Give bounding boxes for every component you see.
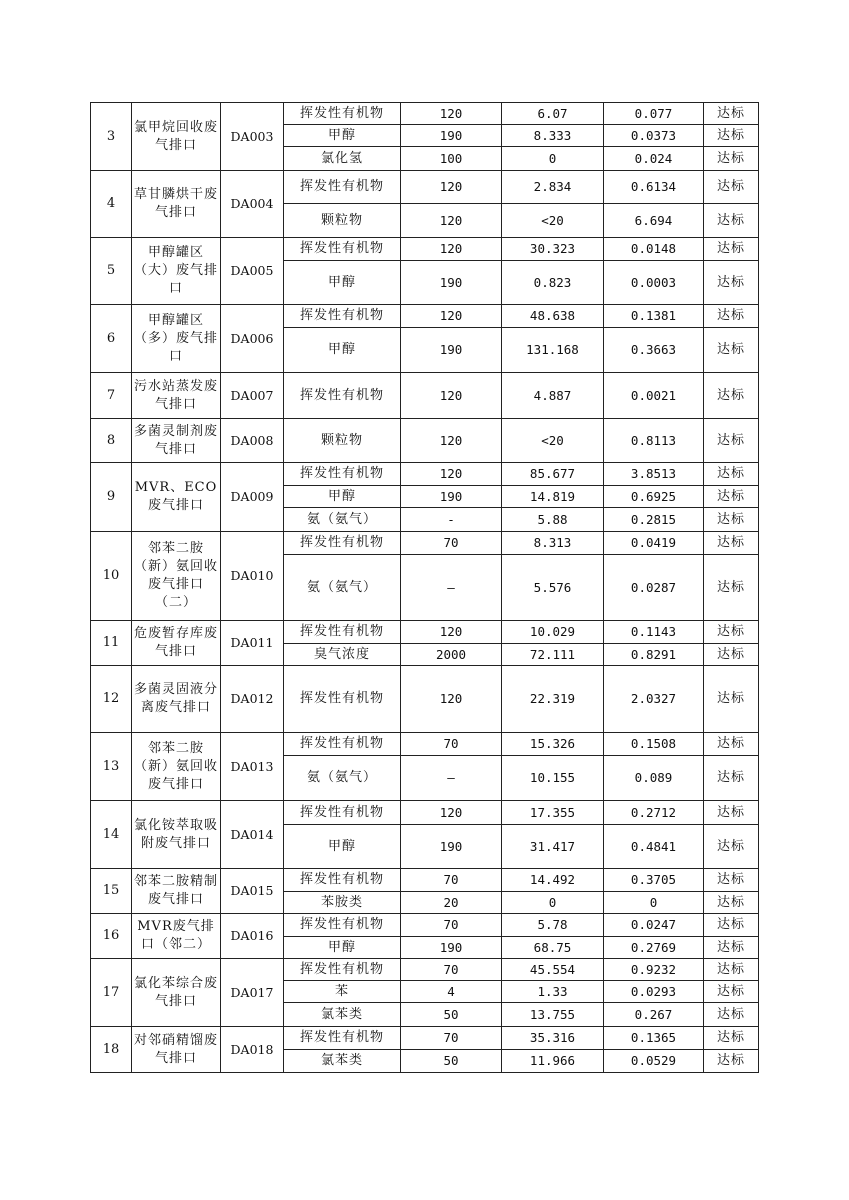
concentration-cell: 85.677 — [502, 463, 604, 486]
outlet-number-cell: 8 — [91, 419, 132, 463]
limit-cell: 70 — [401, 532, 502, 555]
emission-rate-cell: 0.1508 — [604, 733, 704, 756]
emission-rate-cell: 0.3705 — [604, 869, 704, 892]
concentration-cell: 31.417 — [502, 825, 604, 869]
pollutant-cell: 氨（氨气） — [284, 508, 401, 532]
limit-cell: 120 — [401, 373, 502, 419]
emission-rate-cell: 2.0327 — [604, 666, 704, 733]
limit-cell: 70 — [401, 733, 502, 756]
limit-cell: 120 — [401, 204, 502, 238]
concentration-cell: 15.326 — [502, 733, 604, 756]
table-row — [91, 959, 759, 981]
outlet-name-cell: 邻苯二胺精制废气排口 — [132, 869, 221, 914]
table-row — [91, 801, 759, 825]
pollutant-cell: 氨（氨气） — [284, 555, 401, 621]
pollutant-cell: 颗粒物 — [284, 419, 401, 463]
compliance-result-cell: 达标 — [704, 147, 759, 171]
concentration-cell: 8.313 — [502, 532, 604, 555]
concentration-cell: 8.333 — [502, 125, 604, 147]
emission-rate-cell: 0.267 — [604, 1003, 704, 1027]
compliance-result-cell: 达标 — [704, 621, 759, 644]
compliance-result-cell: 达标 — [704, 261, 759, 305]
pollutant-cell: 挥发性有机物 — [284, 238, 401, 261]
outlet-name-cell: 氯化铵萃取吸附废气排口 — [132, 801, 221, 869]
pollutant-cell: 甲醇 — [284, 261, 401, 305]
compliance-result-cell: 达标 — [704, 1027, 759, 1050]
table-row — [91, 373, 759, 419]
table-row — [91, 238, 759, 261]
limit-cell: 120 — [401, 305, 502, 328]
emission-rate-cell: 0.8291 — [604, 644, 704, 666]
outlet-code-cell: DA018 — [221, 1027, 284, 1073]
outlet-code-cell: DA011 — [221, 621, 284, 666]
concentration-cell: 14.819 — [502, 486, 604, 508]
concentration-cell: 22.319 — [502, 666, 604, 733]
table-row — [91, 914, 759, 937]
pollutant-cell: 甲醇 — [284, 825, 401, 869]
concentration-cell: 6.07 — [502, 103, 604, 125]
limit-cell: 100 — [401, 147, 502, 171]
emission-rate-cell: 0.0293 — [604, 981, 704, 1003]
concentration-cell: 0.823 — [502, 261, 604, 305]
pollutant-cell: 氯苯类 — [284, 1003, 401, 1027]
pollutant-cell: 挥发性有机物 — [284, 1027, 401, 1050]
concentration-cell: 2.834 — [502, 171, 604, 204]
pollutant-cell: 颗粒物 — [284, 204, 401, 238]
concentration-cell: 45.554 — [502, 959, 604, 981]
emission-rate-cell: 0.089 — [604, 756, 704, 801]
pollutant-cell: 挥发性有机物 — [284, 171, 401, 204]
emission-rate-cell: 0.8113 — [604, 419, 704, 463]
compliance-result-cell: 达标 — [704, 959, 759, 981]
compliance-result-cell: 达标 — [704, 825, 759, 869]
emission-rate-cell: 0.9232 — [604, 959, 704, 981]
compliance-result-cell: 达标 — [704, 373, 759, 419]
concentration-cell: 68.75 — [502, 937, 604, 959]
outlet-code-cell: DA009 — [221, 463, 284, 532]
pollutant-cell: 甲醇 — [284, 125, 401, 147]
outlet-name-cell: 多菌灵制剂废气排口 — [132, 419, 221, 463]
emission-rate-cell: 0.024 — [604, 147, 704, 171]
limit-cell: 70 — [401, 959, 502, 981]
limit-cell: 190 — [401, 937, 502, 959]
emission-rate-cell: 0.2815 — [604, 508, 704, 532]
table-row — [91, 621, 759, 644]
pollutant-cell: 氯化氢 — [284, 147, 401, 171]
outlet-number-cell: 11 — [91, 621, 132, 666]
concentration-cell: 30.323 — [502, 238, 604, 261]
limit-cell: 20 — [401, 892, 502, 914]
compliance-result-cell: 达标 — [704, 171, 759, 204]
outlet-code-cell: DA004 — [221, 171, 284, 238]
emission-rate-cell: 0.0148 — [604, 238, 704, 261]
limit-cell: 120 — [401, 103, 502, 125]
compliance-result-cell: 达标 — [704, 305, 759, 328]
concentration-cell: 10.029 — [502, 621, 604, 644]
pollutant-cell: 挥发性有机物 — [284, 959, 401, 981]
outlet-name-cell: 氯甲烷回收废气排口 — [132, 103, 221, 171]
outlet-number-cell: 7 — [91, 373, 132, 419]
limit-cell: 120 — [401, 621, 502, 644]
outlet-code-cell: DA016 — [221, 914, 284, 959]
table-row — [91, 869, 759, 892]
compliance-result-cell: 达标 — [704, 532, 759, 555]
concentration-cell: 17.355 — [502, 801, 604, 825]
compliance-result-cell: 达标 — [704, 204, 759, 238]
table-body — [91, 103, 759, 1073]
concentration-cell: 1.33 — [502, 981, 604, 1003]
emission-rate-cell: 0 — [604, 892, 704, 914]
outlet-name-cell: 甲醇罐区（多）废气排口 — [132, 305, 221, 373]
pollutant-cell: 甲醇 — [284, 328, 401, 373]
outlet-number-cell: 12 — [91, 666, 132, 733]
outlet-number-cell: 4 — [91, 171, 132, 238]
emission-rate-cell: 0.077 — [604, 103, 704, 125]
compliance-result-cell: 达标 — [704, 486, 759, 508]
pollutant-cell: 苯 — [284, 981, 401, 1003]
concentration-cell: 5.576 — [502, 555, 604, 621]
compliance-result-cell: 达标 — [704, 103, 759, 125]
emission-rate-cell: 0.4841 — [604, 825, 704, 869]
outlet-code-cell: DA014 — [221, 801, 284, 869]
pollutant-cell: 挥发性有机物 — [284, 103, 401, 125]
outlet-name-cell: 危废暂存库废气排口 — [132, 621, 221, 666]
pollutant-cell: 臭气浓度 — [284, 644, 401, 666]
table-row — [91, 666, 759, 733]
limit-cell: 190 — [401, 486, 502, 508]
limit-cell: — — [401, 756, 502, 801]
limit-cell: 4 — [401, 981, 502, 1003]
compliance-result-cell: 达标 — [704, 555, 759, 621]
outlet-number-cell: 14 — [91, 801, 132, 869]
outlet-code-cell: DA003 — [221, 103, 284, 171]
pollutant-cell: 甲醇 — [284, 486, 401, 508]
outlet-name-cell: MVR废气排口（邻二） — [132, 914, 221, 959]
emission-rate-cell: 0.1365 — [604, 1027, 704, 1050]
emission-rate-cell: 0.0419 — [604, 532, 704, 555]
pollutant-cell: 挥发性有机物 — [284, 869, 401, 892]
table-row — [91, 103, 759, 125]
limit-cell: 190 — [401, 261, 502, 305]
limit-cell: 120 — [401, 171, 502, 204]
emission-rate-cell: 3.8513 — [604, 463, 704, 486]
outlet-name-cell: 污水站蒸发废气排口 — [132, 373, 221, 419]
limit-cell: 120 — [401, 419, 502, 463]
concentration-cell: 0 — [502, 892, 604, 914]
emission-rate-cell: 0.2769 — [604, 937, 704, 959]
limit-cell: 120 — [401, 463, 502, 486]
limit-cell: 190 — [401, 328, 502, 373]
outlet-number-cell: 5 — [91, 238, 132, 305]
concentration-cell: 5.78 — [502, 914, 604, 937]
pollutant-cell: 挥发性有机物 — [284, 305, 401, 328]
pollutant-cell: 挥发性有机物 — [284, 532, 401, 555]
compliance-result-cell: 达标 — [704, 508, 759, 532]
limit-cell: 120 — [401, 801, 502, 825]
outlet-number-cell: 10 — [91, 532, 132, 621]
concentration-cell: 131.168 — [502, 328, 604, 373]
concentration-cell: 72.111 — [502, 644, 604, 666]
outlet-number-cell: 6 — [91, 305, 132, 373]
outlet-number-cell: 9 — [91, 463, 132, 532]
pollutant-cell: 挥发性有机物 — [284, 733, 401, 756]
pollutant-cell: 氯苯类 — [284, 1050, 401, 1073]
limit-cell: 190 — [401, 125, 502, 147]
outlet-number-cell: 16 — [91, 914, 132, 959]
emission-rate-cell: 0.6925 — [604, 486, 704, 508]
outlet-code-cell: DA008 — [221, 419, 284, 463]
emission-monitoring-table — [90, 102, 759, 1073]
outlet-code-cell: DA013 — [221, 733, 284, 801]
outlet-code-cell: DA007 — [221, 373, 284, 419]
pollutant-cell: 挥发性有机物 — [284, 463, 401, 486]
compliance-result-cell: 达标 — [704, 463, 759, 486]
concentration-cell: 11.966 — [502, 1050, 604, 1073]
emission-rate-cell: 0.1381 — [604, 305, 704, 328]
outlet-name-cell: 对邻硝精馏废气排口 — [132, 1027, 221, 1073]
emission-rate-cell: 0.0003 — [604, 261, 704, 305]
pollutant-cell: 挥发性有机物 — [284, 666, 401, 733]
table-row — [91, 305, 759, 328]
concentration-cell: 13.755 — [502, 1003, 604, 1027]
limit-cell: 120 — [401, 238, 502, 261]
limit-cell: 50 — [401, 1003, 502, 1027]
emission-rate-cell: 6.694 — [604, 204, 704, 238]
concentration-cell: <20 — [502, 419, 604, 463]
emission-rate-cell: 0.0529 — [604, 1050, 704, 1073]
compliance-result-cell: 达标 — [704, 125, 759, 147]
outlet-code-cell: DA005 — [221, 238, 284, 305]
table-row — [91, 532, 759, 555]
limit-cell: 190 — [401, 825, 502, 869]
outlet-code-cell: DA012 — [221, 666, 284, 733]
compliance-result-cell: 达标 — [704, 419, 759, 463]
limit-cell: 70 — [401, 869, 502, 892]
concentration-cell: <20 — [502, 204, 604, 238]
outlet-number-cell: 15 — [91, 869, 132, 914]
limit-cell: 70 — [401, 1027, 502, 1050]
outlet-code-cell: DA017 — [221, 959, 284, 1027]
compliance-result-cell: 达标 — [704, 733, 759, 756]
emission-rate-cell: 0.1143 — [604, 621, 704, 644]
compliance-result-cell: 达标 — [704, 666, 759, 733]
concentration-cell: 14.492 — [502, 869, 604, 892]
table-row — [91, 419, 759, 463]
emission-rate-cell: 0.0247 — [604, 914, 704, 937]
outlet-number-cell: 17 — [91, 959, 132, 1027]
outlet-name-cell: 甲醇罐区（大）废气排口 — [132, 238, 221, 305]
outlet-number-cell: 13 — [91, 733, 132, 801]
compliance-result-cell: 达标 — [704, 937, 759, 959]
pollutant-cell: 甲醇 — [284, 937, 401, 959]
table-row — [91, 733, 759, 756]
concentration-cell: 48.638 — [502, 305, 604, 328]
pollutant-cell: 苯胺类 — [284, 892, 401, 914]
compliance-result-cell: 达标 — [704, 756, 759, 801]
compliance-result-cell: 达标 — [704, 1003, 759, 1027]
limit-cell: 2000 — [401, 644, 502, 666]
outlet-code-cell: DA015 — [221, 869, 284, 914]
table-row — [91, 463, 759, 486]
emission-rate-cell: 0.3663 — [604, 328, 704, 373]
pollutant-cell: 挥发性有机物 — [284, 801, 401, 825]
pollutant-cell: 挥发性有机物 — [284, 373, 401, 419]
outlet-name-cell: 多菌灵固液分离废气排口 — [132, 666, 221, 733]
pollutant-cell: 氨（氨气） — [284, 756, 401, 801]
emission-rate-cell: 0.6134 — [604, 171, 704, 204]
compliance-result-cell: 达标 — [704, 328, 759, 373]
concentration-cell: 5.88 — [502, 508, 604, 532]
outlet-name-cell: 邻苯二胺（新）氨回收废气排口（二） — [132, 532, 221, 621]
concentration-cell: 35.316 — [502, 1027, 604, 1050]
outlet-number-cell: 3 — [91, 103, 132, 171]
table-row — [91, 171, 759, 204]
pollutant-cell: 挥发性有机物 — [284, 914, 401, 937]
outlet-name-cell: 邻苯二胺（新）氨回收废气排口 — [132, 733, 221, 801]
limit-cell: 120 — [401, 666, 502, 733]
compliance-result-cell: 达标 — [704, 801, 759, 825]
table-row — [91, 1027, 759, 1050]
concentration-cell: 0 — [502, 147, 604, 171]
emission-rate-cell: 0.0373 — [604, 125, 704, 147]
emission-rate-cell: 0.2712 — [604, 801, 704, 825]
limit-cell: 70 — [401, 914, 502, 937]
compliance-result-cell: 达标 — [704, 914, 759, 937]
emission-rate-cell: 0.0287 — [604, 555, 704, 621]
concentration-cell: 4.887 — [502, 373, 604, 419]
limit-cell: — — [401, 555, 502, 621]
outlet-name-cell: 氯化苯综合废气排口 — [132, 959, 221, 1027]
compliance-result-cell: 达标 — [704, 981, 759, 1003]
emission-rate-cell: 0.0021 — [604, 373, 704, 419]
outlet-name-cell: 草甘膦烘干废气排口 — [132, 171, 221, 238]
concentration-cell: 10.155 — [502, 756, 604, 801]
compliance-result-cell: 达标 — [704, 892, 759, 914]
pollutant-cell: 挥发性有机物 — [284, 621, 401, 644]
compliance-result-cell: 达标 — [704, 1050, 759, 1073]
outlet-code-cell: DA010 — [221, 532, 284, 621]
outlet-name-cell: MVR、ECO废气排口 — [132, 463, 221, 532]
outlet-number-cell: 18 — [91, 1027, 132, 1073]
compliance-result-cell: 达标 — [704, 869, 759, 892]
outlet-code-cell: DA006 — [221, 305, 284, 373]
limit-cell: 50 — [401, 1050, 502, 1073]
compliance-result-cell: 达标 — [704, 644, 759, 666]
compliance-result-cell: 达标 — [704, 238, 759, 261]
limit-cell: - — [401, 508, 502, 532]
